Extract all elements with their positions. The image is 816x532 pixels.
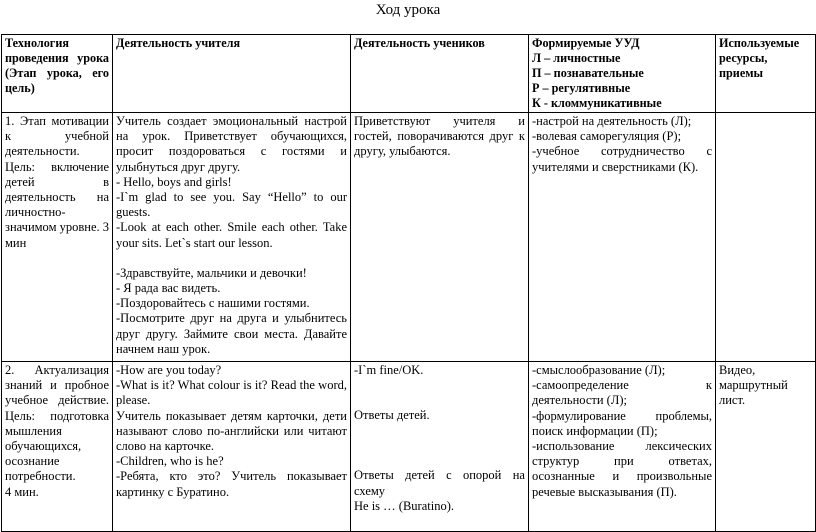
header-uud-k: К - кломмуникативные — [532, 96, 662, 110]
row1-stage — [2, 113, 113, 362]
row2-resources-line: Видео, маршрутный лист. — [719, 363, 788, 408]
row2-students-line: Ответы детей. — [354, 408, 430, 423]
row2-students-gap — [354, 423, 525, 438]
row1-teacher-line: -I`m glad to see you. Say “Hello” to our guests. — [116, 190, 347, 220]
row1-teacher-line: -Поздоровайтесь с нашими гостями. — [116, 296, 310, 311]
header-teacher: Деятельность учителя — [113, 35, 351, 113]
row2-teacher — [113, 362, 351, 532]
row2-students-gap — [354, 393, 525, 408]
table-header-row — [2, 35, 816, 113]
row1-teacher-line: -Look at each other. Smile each other. Take your sits. Let`s start our lesson. — [116, 220, 347, 250]
row1-uud-line: -учебное сотрудничество с учителями и сверстниками (К). — [532, 144, 712, 174]
row1-teacher-line: -Посмотрите друг на друга и улыбнитесь друг другу. Займите свои места. Давайте начнем наш урок. — [116, 311, 347, 356]
table-row — [2, 362, 816, 532]
header-uud — [529, 35, 716, 113]
header-students: Деятельность учеников — [351, 35, 529, 113]
row1-teacher-gap — [116, 251, 347, 266]
row2-students-gap — [354, 453, 525, 468]
row2-students-line: Ответы детей с опорой на схему — [354, 468, 525, 498]
lesson-table — [1, 34, 816, 532]
row1-students-line: Приветствуют учителя и гостей, поворачиваются друг к другу, улыбаются. — [354, 114, 525, 159]
row2-teacher-line: -What is it? What colour is it? Read the word, please. — [116, 378, 347, 408]
row2-students-line: -I`m fine/OK. — [354, 363, 424, 377]
row1-uud — [529, 113, 716, 362]
row2-uud-line: -формулирование проблемы, поиск информации (П); — [532, 408, 712, 438]
page-title: Ход урока — [375, 2, 441, 18]
row2-uud-line: -смыслообразование (Л); — [532, 363, 666, 377]
header-uud-p: П – познавательные — [532, 66, 644, 80]
row1-students — [351, 113, 529, 362]
row1-teacher — [113, 113, 351, 362]
row2-uud — [529, 362, 716, 532]
row2-students-line: He is … (Buratino). — [354, 498, 454, 513]
row2-teacher-line: Учитель показывает детям карточки, дети называют слово по-английски или читают слово на карточке. — [116, 408, 347, 454]
header-resources: Используемые ресурсы, приемы — [716, 35, 816, 113]
row2-stage-title: 2. Актуализация знаний и пробное учебное действие. Цель: подготовка мышления обучающихся, осознание потребности. — [5, 363, 109, 484]
header-uud-title: Формируемые УУД — [532, 36, 640, 50]
header-stage: Технология проведения урока (Этап урока, его цель) — [2, 35, 113, 113]
row1-stage-goal: Цель: включение детей в деятельность на личностно-значимом уровне. 3 мин — [5, 159, 109, 250]
row2-teacher-line: -Children, who is he? — [116, 454, 224, 469]
row1-teacher-line: -Здравствуйте, мальчики и девочки! — [116, 265, 307, 280]
header-uud-l: Л – личностные — [532, 51, 621, 65]
table-row — [2, 113, 816, 362]
row2-resources — [716, 362, 816, 532]
row2-stage-time: 4 мин. — [5, 484, 39, 499]
row2-students — [351, 362, 529, 532]
row1-uud-line: -настрой на деятельность (Л); — [532, 114, 692, 128]
row1-teacher-line: - Я рада вас видеть. — [116, 281, 221, 296]
row1-teacher-line: Учитель создает эмоциональный настрой на урок. Приветствует обучающихся, просит поздороваться с гостями и улыбнуться друг другу. — [116, 114, 347, 174]
row2-uud-line: -использование лексических структур при ответах, осознанные и произвольные речевые высказывания (П). — [532, 439, 712, 499]
row1-teacher-line: - Hello, boys and girls! — [116, 174, 232, 189]
row2-students-gap — [354, 438, 525, 453]
row2-teacher-line: -How are you today? — [116, 363, 222, 377]
header-uud-r: Р – регулятивные — [532, 81, 631, 95]
row2-stage — [2, 362, 113, 532]
row2-teacher-line: -Ребята, кто это? Учитель показывает картинку с Буратино. — [116, 469, 347, 499]
row2-uud-line: -самоопределение к деятельности (Л); — [532, 378, 712, 408]
row1-resources — [716, 113, 816, 362]
row2-students-gap — [354, 378, 525, 393]
row1-uud-line: -волевая саморегуляция (Р); — [532, 129, 682, 144]
row1-stage-title: 1. Этап мотивации к учебной деятельности. — [5, 114, 109, 159]
